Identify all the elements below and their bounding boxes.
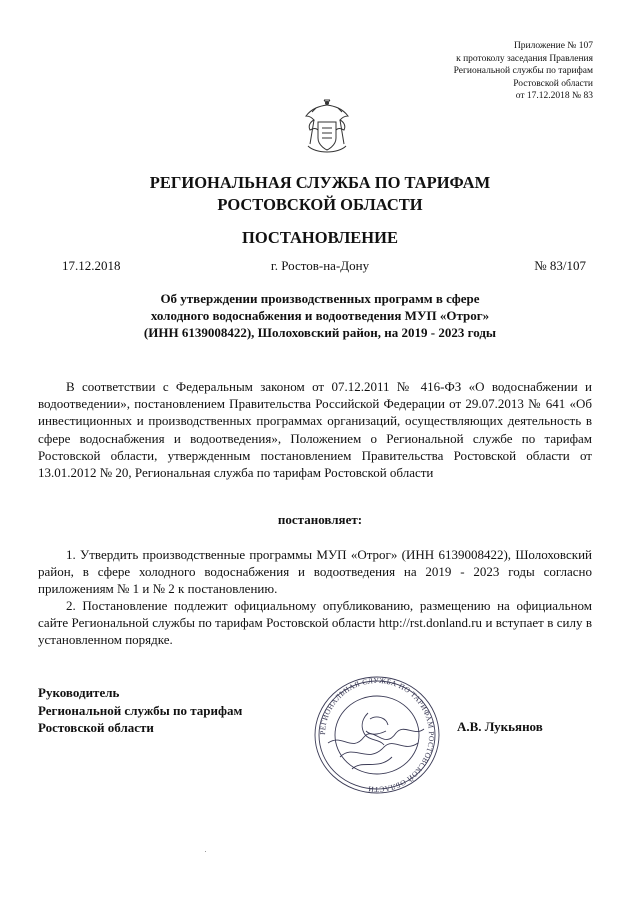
- signer-title: [38, 684, 242, 737]
- subject-line: Об утверждении производственных программ в сфере: [160, 291, 480, 306]
- document-type: ПОСТАНОВЛЕНИЕ: [242, 228, 398, 247]
- subject-line: (ИНН 6139008422), Шолоховский район, на 2019 - 2023 годы: [143, 325, 497, 340]
- document-number: № 83/107: [534, 258, 586, 273]
- document-city: г. Ростов-на-Дону: [270, 258, 370, 273]
- appendix-line: к протоколу заседания Правления: [456, 53, 593, 64]
- appendix-line: от 17.12.2018 № 83: [515, 91, 593, 102]
- organization-line: РЕГИОНАЛЬНАЯ СЛУЖБА ПО ТАРИФАМ: [149, 173, 491, 192]
- scan-speck: [205, 851, 206, 852]
- appendix-line: Ростовской области: [513, 78, 593, 89]
- organization-line: РОСТОВСКОЙ ОБЛАСТИ: [217, 195, 423, 214]
- signer-title-line: Руководитель: [38, 685, 120, 700]
- decree-item-2: 2. Постановление подлежит официальному опубликованию, размещению на официальном сайте Региональной службы по тарифам Ростовской области http://rst.donland.ru и вступает в силу в установленном порядке.: [38, 598, 592, 648]
- appendix-line: Приложение № 107: [513, 41, 593, 51]
- signer-title-line: Региональной службы по тарифам: [38, 702, 243, 718]
- organization-name: [0, 172, 640, 216]
- appendix-note: [454, 40, 593, 103]
- document-date: 17.12.2018: [62, 258, 121, 273]
- signer-title-line: Ростовской области: [38, 720, 154, 735]
- appendix-line: Региональной службы по тарифам: [453, 66, 593, 77]
- signer-name: А.В. Лукьянов: [457, 719, 543, 734]
- official-seal-icon: [308, 673, 446, 797]
- subject-line: холодного водоснабжения и водоотведения МУП «Отрог»: [150, 308, 490, 323]
- decree-word: постановляет:: [277, 512, 363, 527]
- decree-item-1: 1. Утвердить производственные программы МУП «Отрог» (ИНН 6139008422), Шолоховский район, в сфере холодного водоснабжения и водоотведения на 2019 - 2023 годы согласно приложениям № 1 и № 2 к постановлению.: [38, 547, 592, 597]
- preamble-paragraph: В соответствии с Федеральным законом от 07.12.2011 № 416-ФЗ «О водоснабжении и водоотведении», постановлением Правительства Российской Федерации от 29.07.2013 № 641 «Об инвестиционных и производственных программах организаций, осуществляющих деятельность в сфере водоснабжения и водоотведения», Положением о Региональной службе по тарифам Ростовской области, утвержденным постановлением Правительства Ростовской области от 13.01.2012 № 20, Региональная служба по тарифам Ростовской области: [38, 379, 592, 481]
- svg-text:РЕГИОНАЛЬНАЯ СЛУЖБА ПО ТАРИФАМ: [318, 676, 436, 794]
- document-subject: [0, 290, 640, 341]
- coat-of-arms-icon: [298, 98, 356, 158]
- seal-text: РЕГИОНАЛЬНАЯ СЛУЖБА ПО ТАРИФАМ РОСТОВСКОЙ ОБЛАСТИ: [317, 675, 437, 795]
